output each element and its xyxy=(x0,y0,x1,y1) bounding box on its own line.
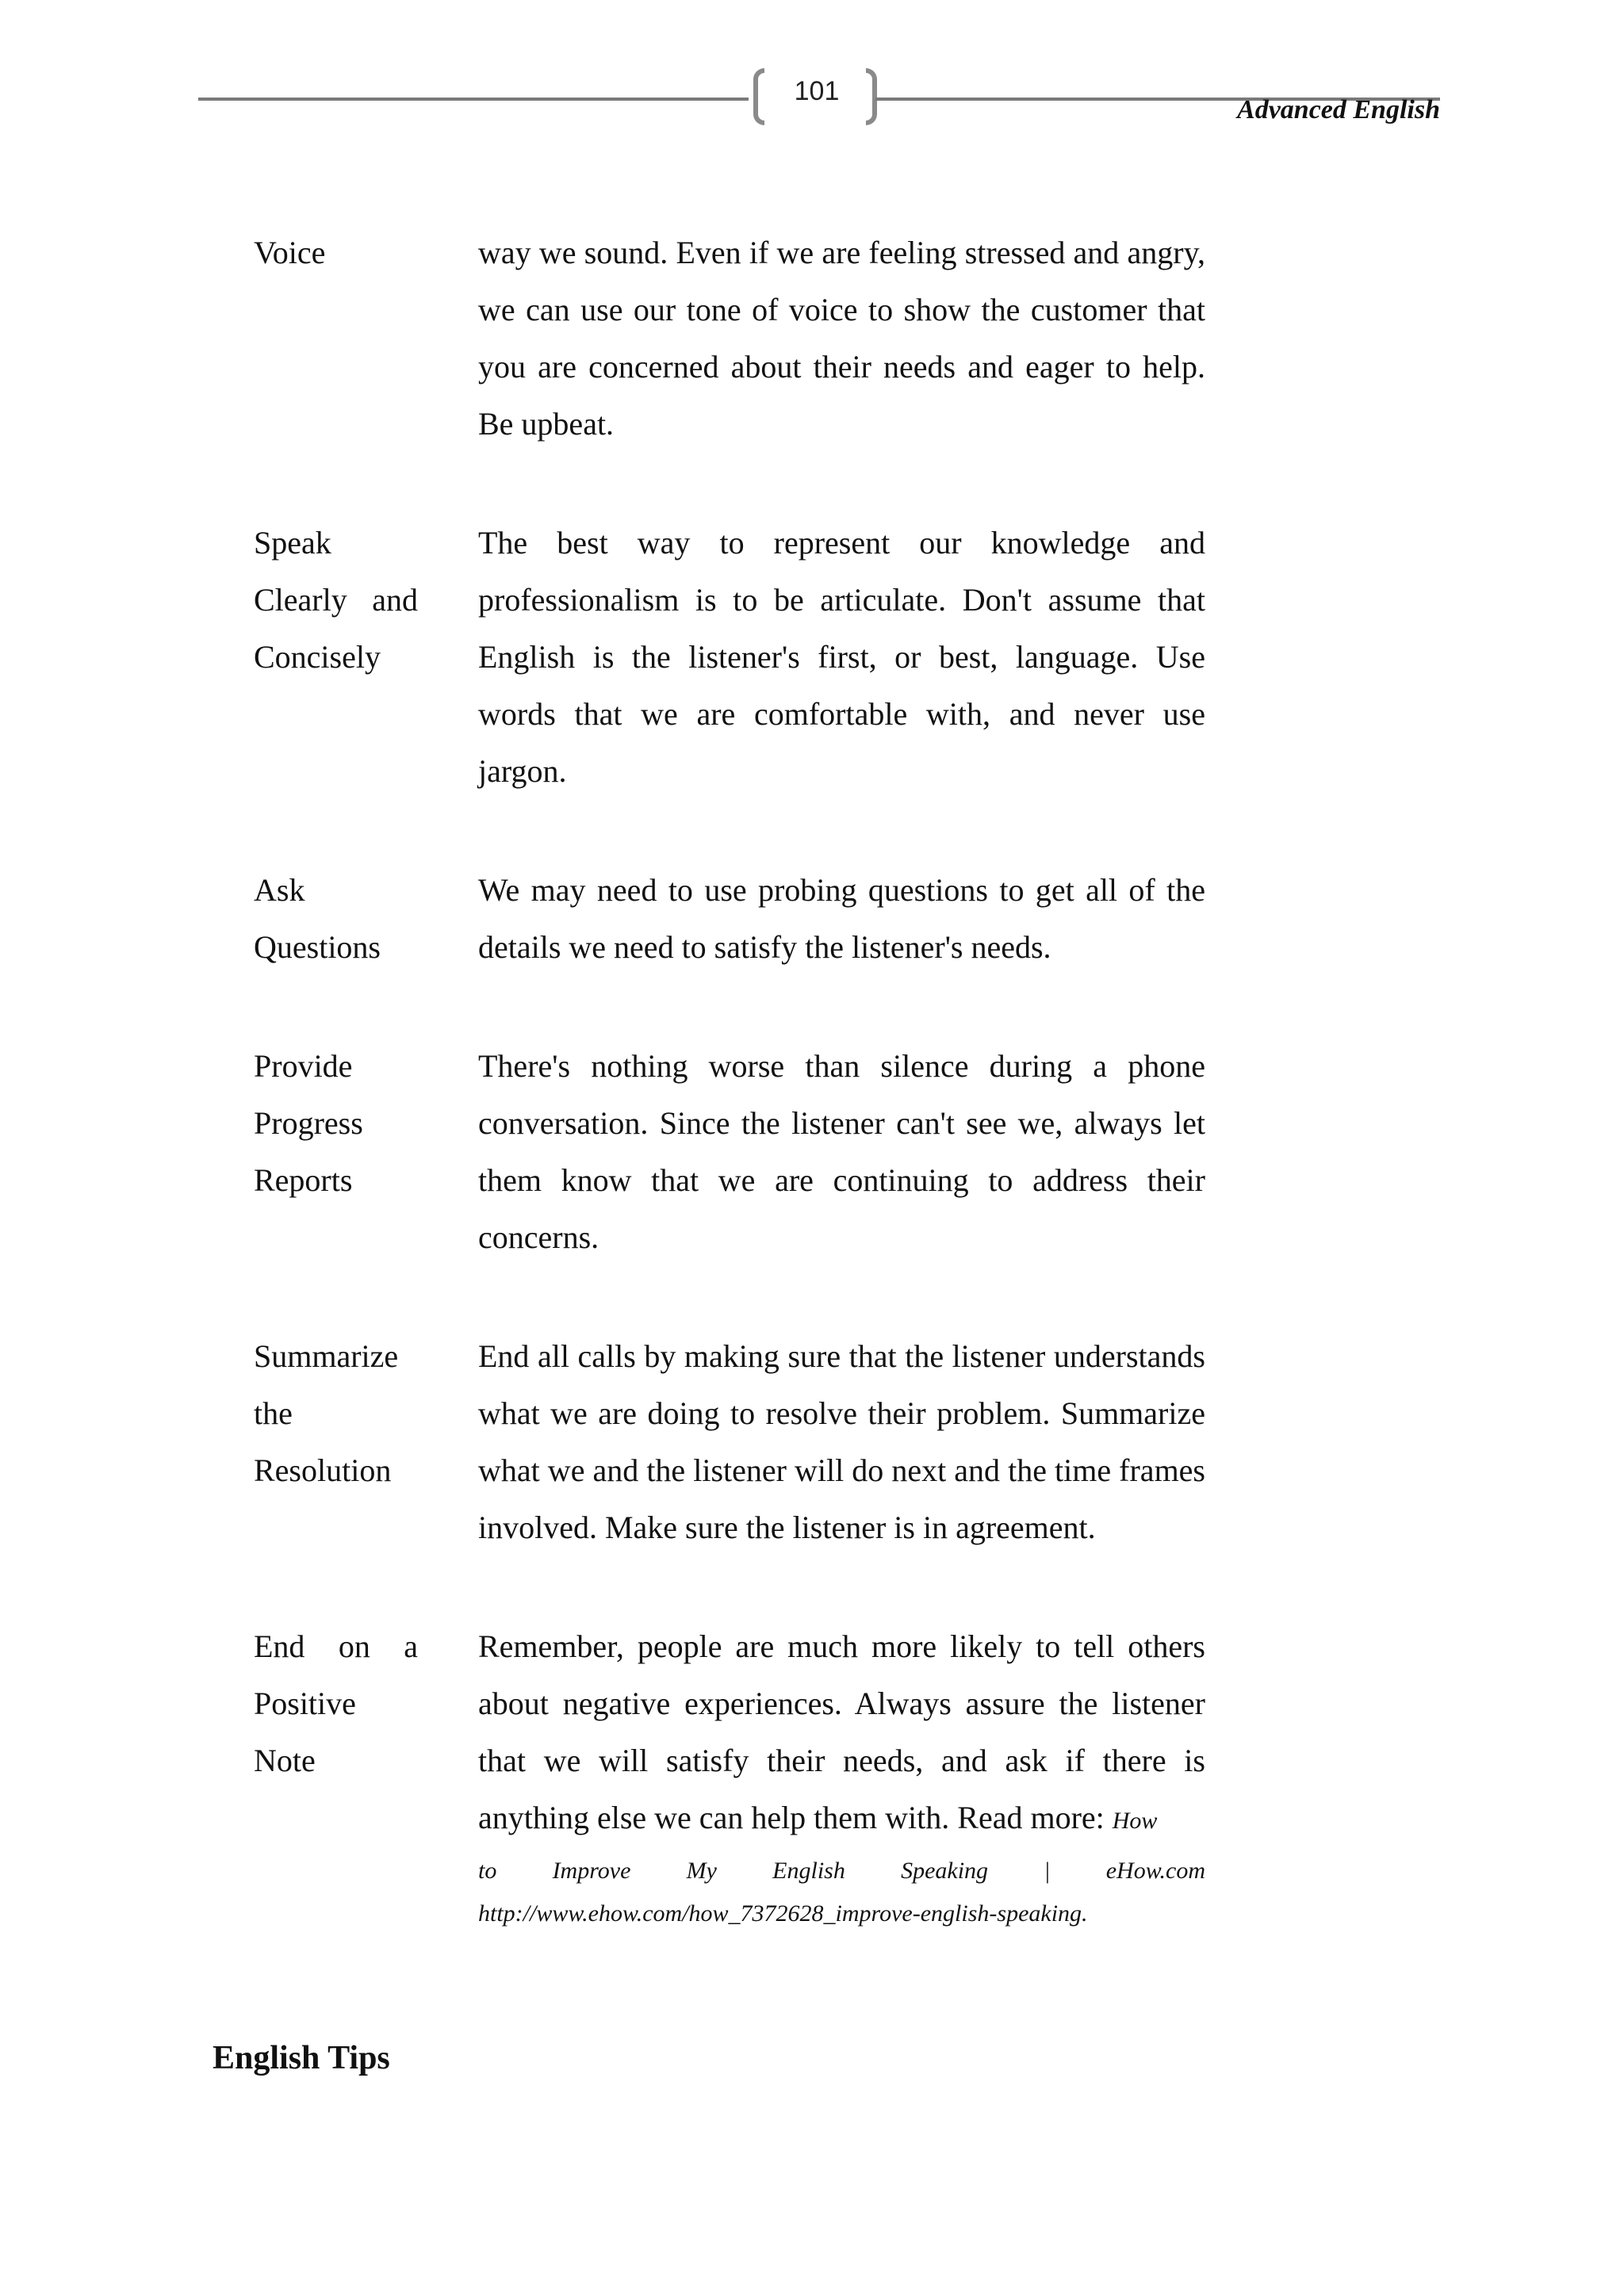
tip-term: Speak Clearly and Concisely xyxy=(254,525,418,675)
tip-entry-speak-clearly xyxy=(254,515,1205,800)
tip-term: Voice xyxy=(254,235,326,270)
tip-entry-progress-reports xyxy=(254,1038,1205,1266)
page-number-bracket-right xyxy=(866,68,877,125)
tip-entry-voice xyxy=(254,224,1205,453)
source-title: to Improve My English Speaking | eHow.com xyxy=(478,1858,1205,1884)
tips-list xyxy=(254,224,1205,1997)
tip-term: Summarize the Resolution xyxy=(254,1338,399,1488)
section-heading: English Tips xyxy=(213,2040,390,2076)
tip-definition: The best way to represent our knowledge and professionalism is to be articulate. Don't assume that English is the listener's first, or best, language. Use words that we are comfortable with, and never use jargon. xyxy=(478,525,1205,789)
tip-term: Ask Questions xyxy=(254,872,381,965)
source-url: http://www.ehow.com/how_7372628_improve-english-speaking. xyxy=(478,1900,1088,1927)
tip-definition: End all calls by making sure that the listener understands what we are doing to resolve their problem. Summarize what we and the listener will do next and the time frames involved. Make sure the listener is in agreement. xyxy=(478,1338,1205,1545)
source-title-start: How xyxy=(1112,1808,1158,1834)
tip-definition: There's nothing worse than silence during a phone conversation. Since the listener can't see we, always let them know that we are continuing to address their concerns. xyxy=(478,1048,1205,1255)
tip-entry-ask-questions xyxy=(254,862,1205,976)
tip-entry-positive-note xyxy=(254,1618,1205,1935)
tip-entry-summarize xyxy=(254,1328,1205,1556)
header-rule-left xyxy=(198,98,749,101)
tip-definition-with-source xyxy=(478,1618,1205,1935)
page-number: 101 xyxy=(794,76,840,106)
tip-term: End on a Positive Note xyxy=(254,1628,418,1778)
running-title: Advanced English xyxy=(1237,95,1440,124)
page-number-bracket-left xyxy=(753,68,764,125)
tip-definition: Remember, people are much more likely to tell others about negative experiences. Always assure the listener that we will satisfy their needs, and ask if there is anything else we can help them with. Read more: xyxy=(478,1628,1205,1835)
tip-definition: We may need to use probing questions to get all of the details we need to satisfy the listener's needs. xyxy=(478,872,1205,965)
tip-term: Provide Progress Reports xyxy=(254,1048,363,1198)
tip-definition: way we sound. Even if we are feeling stressed and angry, we can use our tone of voice to show the customer that you are concerned about their needs and eager to help. Be upbeat. xyxy=(478,235,1205,442)
